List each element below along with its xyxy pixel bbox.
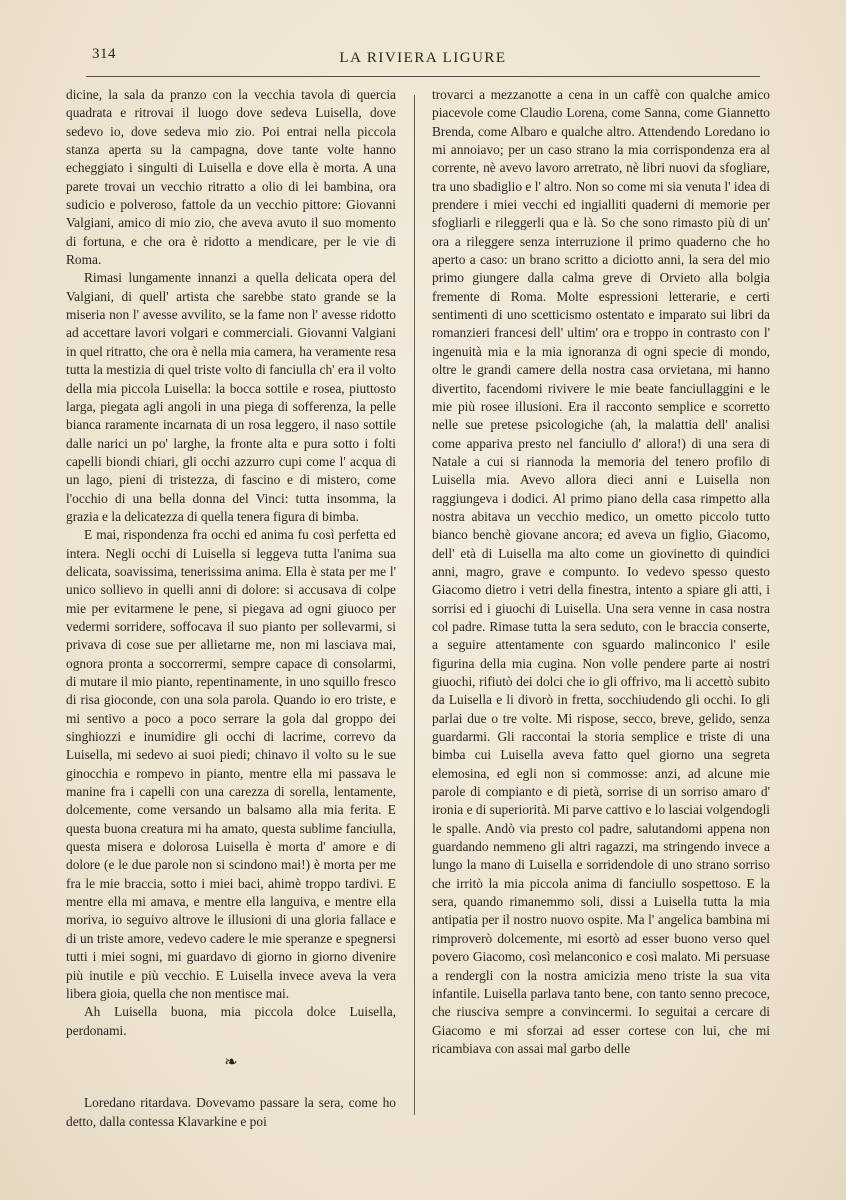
paragraph: Loredano ritardava. Dovevamo passare la sera, come ho detto, dalla contessa Klavarkine e poi	[66, 1095, 396, 1129]
paragraph: trovarci a mezzanotte a cena in un caffè con qualche amico piacevole come Claudio Lorena, come Sanna, come Giannetto Brenda, come Albaro e qualche altro. Attendendo Loredano io mi annoiavo; per un caso strano la mia corrispondenza era al corrente, nè avevo lavoro arretrato, nè libri nuovi da sfogliare, tra uno sbadiglio e l' altro. Non so come mi sia venuta l' idea di prendere i miei vecchi ed ingialliti quaderni di memorie per sfogliarli e rileggerli qua e là. So che sono rimasto più di un' ora a rileggere senza interruzione il primo quaderno che ho aperto a caso: un brano scritto a diciotto anni, la sera del mio primo giungere dalla calma greve di Orvieto alla bolgia fremente di Roma. Molte espressioni letterarie, e certi sentimenti di uno scetticismo ostentato e imparato sui libri da romanzieri francesi dell' ultim' ora e troppo in contrasto con l' ingenuità mia e la mia ignoranza di ogni specie di mondo, oltre le grandi camere della nostra casa orvietana, mi hanno divertito, facendomi rivivere le mie beate fanciullaggini e le mie più rosee illusioni. Era il racconto semplice e scorretto nelle sue pretese psicologiche (ah, la malattia dell' analisi come appariva presto nel fanciullo d' allora!) di una sera di Natale a cui si riannoda la memoria del tenero profilo di Luisella mia. Avevo allora dieci anni e Luisella non raggiungeva i dodici. Al primo piano della casa rimpetto alla nostra abitava un vecchio medico, un ometto piccolo tutto bianco benchè giovane ancora; ed aveva un figlio, Giacomo, dell' età di Luisella ma alto come un giovinetto di quindici anni, magro, grave e compunto. Io vedevo spesso questo Giacomo dietro i vetri della finestra, intento a spiare gli atti, i sorrisi ed i giuochi di Luisella. Una sera venne in casa nostra col padre. Rimase tutta la sera seduto, con le braccia conserte, a seguire attentamente con sguardo malinconico l' esile figurina della mia cugina. Non volle pendere parte ai nostri giuochi, rifiutò dei dolci che io gli offrivo, ma li accettò subito da Luisella e li divorò in fretta, socchiudendo gli occhi. Io gli parlai due o tre volte. Mi rispose, secco, breve, gelido, senza guardarmi. Gli raccontai la storia semplice e triste di una bimba cui Luisella aveva fatto quel giorno una segreta elemosina, ed egli non si commosse: anzi, ad alcune mie parole di compianto e di pietà, sorrise di un sorriso amaro d' ironia e di superiorità. Mi parve cattivo e lo lasciai volgendogli le spalle. Andò via presto col padre, salutandomi appena non guardando nemmeno gli altri ragazzi, ma stringendo invece a lungo la mano di Luisella e sorridendole di uno strano sorriso che irritò la mia piccola anima di fanciullo sospettoso. E la sera, quando rimanemmo soli, dissi a Luisella tutta la mia antipatia per il nostro nuovo ospite. Ma l' angelica bambina mi rimproverò dolcemente, mi esortò ad esser buono verso quel povero Giacomo, così melanconico e così malato. Mi persuase a rendergli con la nostra amicizia meno triste la sua vita infantile. Luisella parlava tanto bene, con tanto senno precoce, che riusciva sempre a convincermi. Io seguitai a cercare di Giacomo e mi sforzai ad esser cortese con lui, che mi ricambiava con assai mal garbo delle	[432, 87, 771, 1056]
paragraph: Ah Luisella buona, mia piccola dolce Luisella, perdonami.	[66, 1004, 396, 1038]
page-number: 314	[92, 46, 116, 62]
section-ornament-icon: ❧	[224, 1053, 238, 1071]
column-divider	[414, 95, 415, 1115]
right-column	[432, 86, 770, 1058]
running-header-title: LA RIVIERA LIGURE	[339, 50, 507, 66]
paragraph: E mai, rispondenza fra occhi ed anima fu così perfetta ed intera. Negli occhi di Luisella si leggeva tutta l'anima sua delicata, soavissima, tenerissima anima. Ella è stata per me l' unico sollievo in quelli anni di dolore: si accusava di colpe mie per evitarmene le pene, si piegava ad ogni giuoco per vedermi sorridere, soffocava il suo pianto per sollevarmi, si privava di cose sue per allietarne me, non mi lasciava mai, ognora pronta a soccorrermi, sempre capace di consolarmi, di mutare il mio pianto, repentinamente, in uno squillo fresco di risa gioconde, con una sola parola. Quando io ero triste, e mi sentivo a poco a poco serrare la gola dal groppo dei singhiozzi e inumidire gli occhi di lacrime, correvo da Luisella, mi sedevo ai suoi piedi; chinavo il volto su le sue ginocchia e rompevo in pianto, mentre ella mi passava le manine fra i capelli con una carezza di sorella, lentamente, dolcemente, come versando un balsamo alla mia ferita. E questa buona creatura mi ha amato, questa sublime fanciulla, questa misera e dolorosa Luisella è morta d' amore e di dolore (e le due parole non si scindono mai!) è morta per me fra le mie braccia, sotto i miei baci, ahimè troppo tardivi. E mentre ella mi amava, e mentre ella languiva, e mentre ella moriva, io seguivo altrove le illusioni di una gloria fallace e di un triste amore, vedevo cadere le mie speranze e spegnersi tutti i miei sogni, mi guardavo di giorno in giorno divenire più inutile e più vecchio. E Luisella invece aveva la vera libera gioia, quella che non mentisce mai.	[66, 527, 396, 1001]
header-rule	[86, 76, 760, 77]
paragraph: dicine, la sala da pranzo con la vecchia tavola di quercia quadrata e ritrovai il luogo dove sedeva Luisella, dove sedevo io, dove sedeva mio zio. Poi entrai nella piccola stanza aperta su la campagna, dove tante volte hanno echeggiato i singulti di Luisella e dove ella è morta. A una parete trovai un vecchio ritratto a olio di lei bambina, ora sudicio e polveroso, fattole da un vecchio pittore: Giovanni Valgiani, amico di mio zio, che aveva avuto il suo momento di fortuna, e che ora è ridotto a mendicare, per le vie di Roma.	[66, 87, 396, 268]
left-column	[66, 86, 396, 1131]
paragraph: Rimasi lungamente innanzi a quella delicata opera del Valgiani, di quell' artista che sarebbe stato grande se la miseria non l' avesse avvilito, se la fame non l' avesse ridotto ad accettare lavori volgari e commerciali. Giovanni Valgiani in quel ritratto, che ora è nella mia camera, ha veramente resa tutta la mestizia di quel triste volto di fanciulla ch' era il volto della mia piccola Luisella: la bocca sottile e rosea, piuttosto larga, piegata agli angoli in una piega di sofferenza, la pelle bianca raramente incarnata di un rosa leggero, il naso sottile dalle narici un po' larghe, la fronte alta e pura sotto i folti capelli biondi chiari, gli occhi azzurro cupi come l' acqua di un lago, pieni di tristezza, di fascino e di mistero, come l'occhio di una bella donna del Vinci: tutta insomma, la grazia e la delicatezza di quella tenera figura di bimba.	[66, 270, 396, 524]
